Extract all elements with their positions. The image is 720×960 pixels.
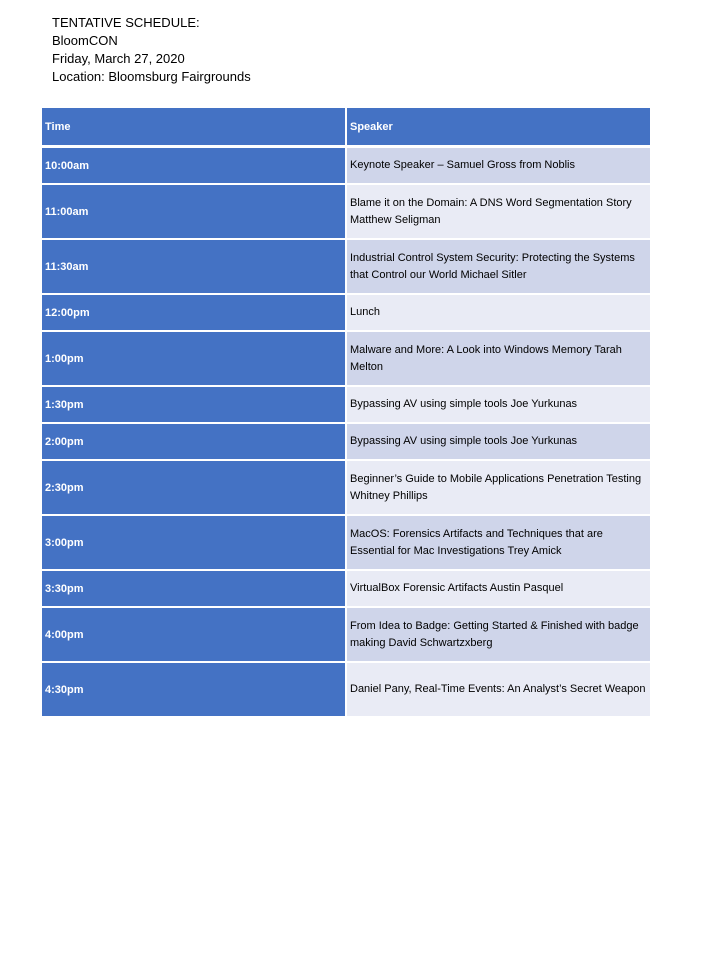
speaker-cell: MacOS: Forensics Artifacts and Techniques that are Essential for Mac Investigations Trey Amick xyxy=(346,515,650,570)
speaker-cell: Bypassing AV using simple tools Joe Yurkunas xyxy=(346,386,650,423)
time-cell: 10:00am xyxy=(42,147,346,185)
time-cell: 1:30pm xyxy=(42,386,346,423)
speaker-cell: Beginner’s Guide to Mobile Applications Penetration Testing Whitney Phillips xyxy=(346,460,650,515)
column-header-time: Time xyxy=(42,108,346,147)
column-header-speaker: Speaker xyxy=(346,108,650,147)
time-cell: 2:30pm xyxy=(42,460,346,515)
event-location: Location: Bloomsburg Fairgrounds xyxy=(52,69,251,84)
table-row xyxy=(42,386,650,423)
time-cell: 3:00pm xyxy=(42,515,346,570)
table-row xyxy=(42,607,650,662)
speaker-cell: Lunch xyxy=(346,294,650,331)
table-row xyxy=(42,570,650,607)
event-name: BloomCON xyxy=(52,33,118,48)
header-title: TENTATIVE SCHEDULE: xyxy=(52,15,200,30)
speaker-cell: Daniel Pany, Real-Time Events: An Analyst’s Secret Weapon xyxy=(346,662,650,717)
speaker-cell: Blame it on the Domain: A DNS Word Segmentation Story Matthew Seligman xyxy=(346,184,650,239)
time-cell: 2:00pm xyxy=(42,423,346,460)
event-date: Friday, March 27, 2020 xyxy=(52,51,185,66)
time-cell: 12:00pm xyxy=(42,294,346,331)
table-row xyxy=(42,294,650,331)
table-row xyxy=(42,460,650,515)
table-row xyxy=(42,184,650,239)
time-cell: 11:30am xyxy=(42,239,346,294)
table-header-row xyxy=(42,108,650,147)
table-row xyxy=(42,147,650,185)
speaker-cell: VirtualBox Forensic Artifacts Austin Pasquel xyxy=(346,570,650,607)
table-row xyxy=(42,423,650,460)
time-cell: 4:00pm xyxy=(42,607,346,662)
time-cell: 1:00pm xyxy=(42,331,346,386)
time-cell: 11:00am xyxy=(42,184,346,239)
table-row xyxy=(42,239,650,294)
speaker-cell: From Idea to Badge: Getting Started & Finished with badge making David Schwartzxberg xyxy=(346,607,650,662)
schedule-table xyxy=(42,108,650,718)
table-row xyxy=(42,662,650,717)
speaker-cell: Keynote Speaker – Samuel Gross from Noblis xyxy=(346,147,650,185)
speaker-cell: Bypassing AV using simple tools Joe Yurkunas xyxy=(346,423,650,460)
time-cell: 4:30pm xyxy=(42,662,346,717)
speaker-cell: Industrial Control System Security: Protecting the Systems that Control our World Michael Sitler xyxy=(346,239,650,294)
speaker-cell: Malware and More: A Look into Windows Memory Tarah Melton xyxy=(346,331,650,386)
time-cell: 3:30pm xyxy=(42,570,346,607)
table-row xyxy=(42,331,650,386)
table-row xyxy=(42,515,650,570)
schedule-header xyxy=(52,14,251,86)
